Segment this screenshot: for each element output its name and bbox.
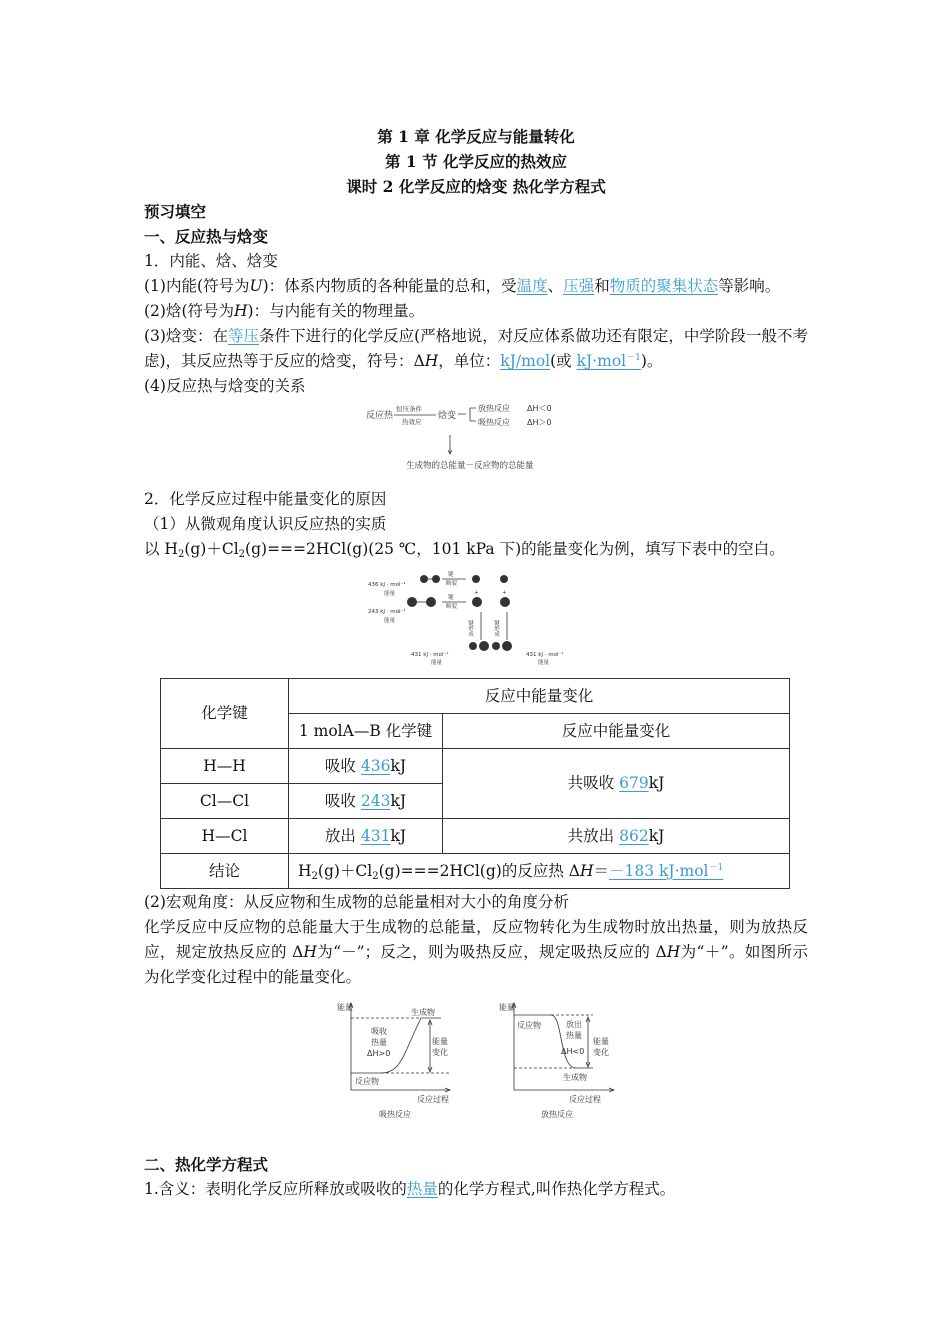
svg-text:反应热: 反应热 [366,411,394,421]
svg-text:反应物: 反应物 [355,1077,379,1086]
svg-text:断裂: 断裂 [446,581,458,587]
table-row [161,819,790,854]
answer-blank: kJ·mol$^{-1}$ [576,352,641,370]
table-row [161,749,790,784]
section-title: 第 1 节 化学反应的热效应 [385,152,567,171]
conclusion-cell: $H_2(g)+Cl_2(g)===2HCl(g)$的反应热 ΔH＝－183 kJ·mol$^{-1}$ [289,854,790,889]
svg-text:键形成: 键形成 [493,620,499,637]
svg-text:反应过程: 反应过程 [417,1095,449,1104]
chapter-title: 第 1 章 化学反应与能量转化 [377,127,575,146]
heading-thermochemical-equation: 二、热化学方程式 [144,1155,269,1174]
svg-text:放热反应: 放热反应 [478,404,510,413]
energy-cell: 吸收 436kJ [289,749,443,784]
energy-cell: 放出 431kJ [289,819,443,854]
svg-text:能量: 能量 [384,591,396,597]
total-absorb-cell: 共吸收 679kJ [443,749,790,819]
svg-text:变化: 变化 [432,1048,448,1057]
svg-text:键: 键 [448,572,454,578]
svg-text:热量: 热量 [371,1038,387,1047]
svg-text:恒压条件: 恒压条件 [396,405,422,413]
svg-text:断裂: 断裂 [446,604,458,610]
svg-text:热量: 热量 [566,1031,582,1040]
preview-heading: 预习填空 [144,202,207,221]
svg-text:能量: 能量 [499,1003,515,1012]
svg-text:生成物: 生成物 [411,1008,435,1017]
svg-text:ΔH<0: ΔH<0 [561,1047,585,1056]
svg-text:反应物: 反应物 [517,1021,541,1030]
header-energy-change: 反应中能量变化 [443,714,790,749]
total-release-cell: 共放出 862kJ [443,819,790,854]
header-bond: 化学键 [161,679,289,749]
para-macro: (2)宏观角度：从反应物和生成物的总能量相对大小的角度分析 [144,893,569,911]
svg-text:能量: 能量 [384,618,396,624]
para-internal-energy: (1)内能(符号为U)：体系内物质的各种能量的总和，受温度、压强和物质的聚集状态等影响。 [144,277,781,295]
answer-blank: 物质的聚集状态 [609,277,719,295]
svg-text:放热反应: 放热反应 [541,1110,573,1119]
svg-text:+: + [502,590,507,596]
svg-text:ΔH>0: ΔH>0 [367,1049,391,1058]
svg-text:吸热反应: 吸热反应 [478,418,510,427]
answer-blank: 压强 [563,277,595,295]
svg-text:生成物: 生成物 [563,1073,587,1082]
header-per-mol: 1 molA—B 化学键 [289,714,443,749]
svg-text:变化: 变化 [593,1048,609,1057]
para-macro-detail: 化学反应中反应物的总能量大于生成物的总能量，反应物转化为生成物时放出热量，则为放热反应，规定放热反应的 ΔH为“－”；反之，则为吸热反应，规定吸热反应的 ΔH为“＋”。如图所示为化学变化过程中的能量变化。 [144,918,808,986]
energy-profile-diagrams [331,1000,621,1126]
svg-text:键形成: 键形成 [467,620,473,637]
answer-blank: 热量 [406,1180,438,1198]
svg-text:431 kJ · mol⁻¹: 431 kJ · mol⁻¹ [411,652,449,658]
subheading-micro: （1）从微观角度认识反应热的实质 [144,515,387,533]
bond-cell: Cl—Cl [161,784,289,819]
para-enthalpy: (2)焓(符号为H)：与内能有关的物理量。 [144,302,425,320]
lesson-title: 课时 2 化学反应的焓变 热化学方程式 [346,177,606,196]
svg-text:+: + [474,590,479,596]
para-enthalpy-change: (3)焓变：在等压条件下进行的化学反应(严格地说，对反应体系做功还有限定，中学阶段一般不考虑)，其反应热等于反应的焓变，符号：ΔH，单位：kJ/mol(或 kJ·mol$^{-1}$)。 [144,327,808,370]
answer-blank: 温度 [516,277,548,295]
answer-blank: 等压 [228,327,260,345]
svg-text:吸热反应: 吸热反应 [379,1110,411,1119]
svg-text:焓变: 焓变 [438,411,457,421]
heat-enthalpy-relation-diagram [366,399,586,487]
svg-text:431 kJ · mol⁻¹: 431 kJ · mol⁻¹ [526,652,564,658]
svg-text:能量: 能量 [431,660,443,666]
svg-text:生成物的总能量－反应物的总能量: 生成物的总能量－反应物的总能量 [406,461,534,471]
svg-text:反应过程: 反应过程 [569,1095,601,1104]
svg-text:能量: 能量 [593,1037,609,1046]
subheading-energy-cause: 2．化学反应过程中能量变化的原因 [144,490,387,508]
svg-text:能量: 能量 [432,1037,448,1046]
svg-text:能量: 能量 [538,660,550,666]
para-definition: 1.含义：表明化学反应所释放或吸收的热量的化学方程式,叫作热化学方程式。 [144,1180,676,1198]
svg-text:热效应: 热效应 [402,418,422,426]
svg-text:放出: 放出 [566,1020,582,1029]
document-page [144,124,808,1202]
svg-text:能量: 能量 [337,1003,353,1012]
answer-blank: kJ/mol [500,352,551,370]
bond-energy-table [160,678,790,889]
subheading-internal-energy: 1．内能、焓、焓变 [144,252,278,270]
svg-text:436 kJ · mol⁻¹: 436 kJ · mol⁻¹ [368,582,406,588]
bond-energy-diagram [366,570,586,670]
svg-text:键: 键 [448,595,454,601]
energy-cell: 吸收 243kJ [289,784,443,819]
svg-text:吸收: 吸收 [371,1027,387,1036]
heading-reaction-heat: 一、反应热与焓变 [144,227,269,246]
bond-cell: H—Cl [161,819,289,854]
svg-text:ΔH＜0: ΔH＜0 [527,404,552,413]
header-energy-group: 反应中能量变化 [289,679,790,714]
conclusion-label: 结论 [161,854,289,889]
bond-cell: H—H [161,749,289,784]
svg-text:243 kJ · mol⁻¹: 243 kJ · mol⁻¹ [368,609,406,615]
svg-text:ΔH＞0: ΔH＞0 [527,418,552,427]
para-example-reaction: 以 $H_2(g)+Cl_2(g)===2HCl(g)(25$ ℃，101 kPa 下)的能量变化为例，填写下表中的空白。 [144,540,785,560]
table-row-conclusion [161,854,790,889]
para-relation: (4)反应热与焓变的关系 [144,377,306,395]
